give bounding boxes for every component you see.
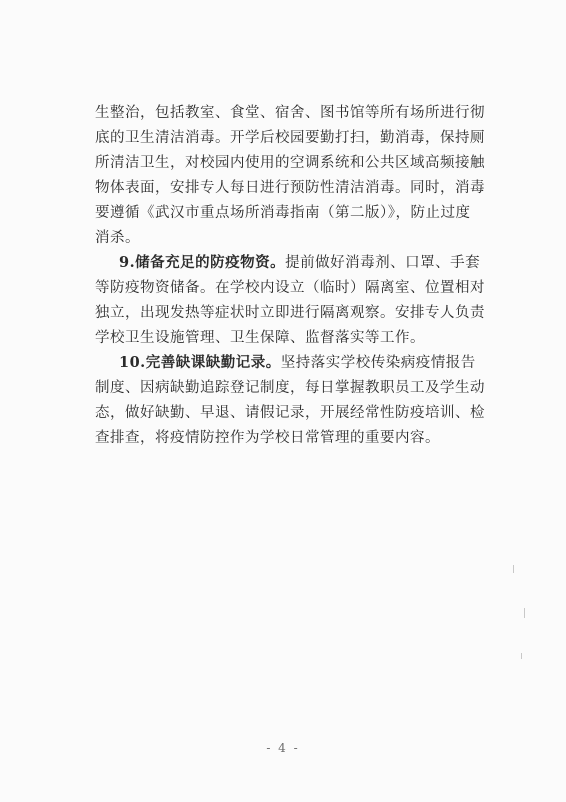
scan-speck bbox=[524, 608, 525, 618]
text-line: 查排查，将疫情防控作为学校日常管理的重要内容。 bbox=[95, 430, 440, 446]
text-line: 所清洁卫生，对校园内使用的空调系统和公共区域高频接触 bbox=[95, 155, 485, 171]
text-line: 独立，出现发热等症状时立即进行隔离观察。安排专人负责 bbox=[95, 305, 485, 321]
item-10-heading: 10.完善缺课缺勤记录。 bbox=[119, 354, 281, 371]
item-9-first-line bbox=[119, 254, 481, 272]
text-line: 要遵循《武汉市重点场所消毒指南（第二版）》，防止过度 bbox=[95, 205, 471, 221]
text-line: 学校卫生设施管理、卫生保障、监督落实等工作。 bbox=[95, 330, 425, 346]
item-9-heading: 9.储备充足的防疫物资。 bbox=[119, 254, 286, 271]
text-line: 制度、因病缺勤追踪登记制度，每日掌握教职员工及学生动 bbox=[95, 380, 485, 396]
text-line: 底的卫生清洁消毒。开学后校园要勤打扫，勤消毒，保持厕 bbox=[95, 130, 485, 146]
item-10-first-line-text: 坚持落实学校传染病疫情报告 bbox=[280, 355, 476, 371]
scan-speck bbox=[513, 565, 514, 573]
text-line: 物体表面，安排专人每日进行预防性清洁消毒。同时，消毒 bbox=[95, 180, 485, 196]
text-line: 等防疫物资储备。在学校内设立（临时）隔离室、位置相对 bbox=[95, 280, 485, 296]
text-line: 生整治，包括教室、食堂、宿舍、图书馆等所有场所进行彻 bbox=[95, 105, 485, 121]
page-number: - 4 - bbox=[266, 741, 300, 755]
item-10-first-line bbox=[119, 354, 476, 372]
scan-speck bbox=[521, 653, 522, 659]
text-line: 态，做好缺勤、早退、请假记录，开展经常性防疫培训、检 bbox=[95, 405, 485, 421]
text-line: 消杀。 bbox=[95, 230, 140, 246]
item-9-first-line-text: 提前做好消毒剂、口罩、手套 bbox=[285, 255, 481, 271]
